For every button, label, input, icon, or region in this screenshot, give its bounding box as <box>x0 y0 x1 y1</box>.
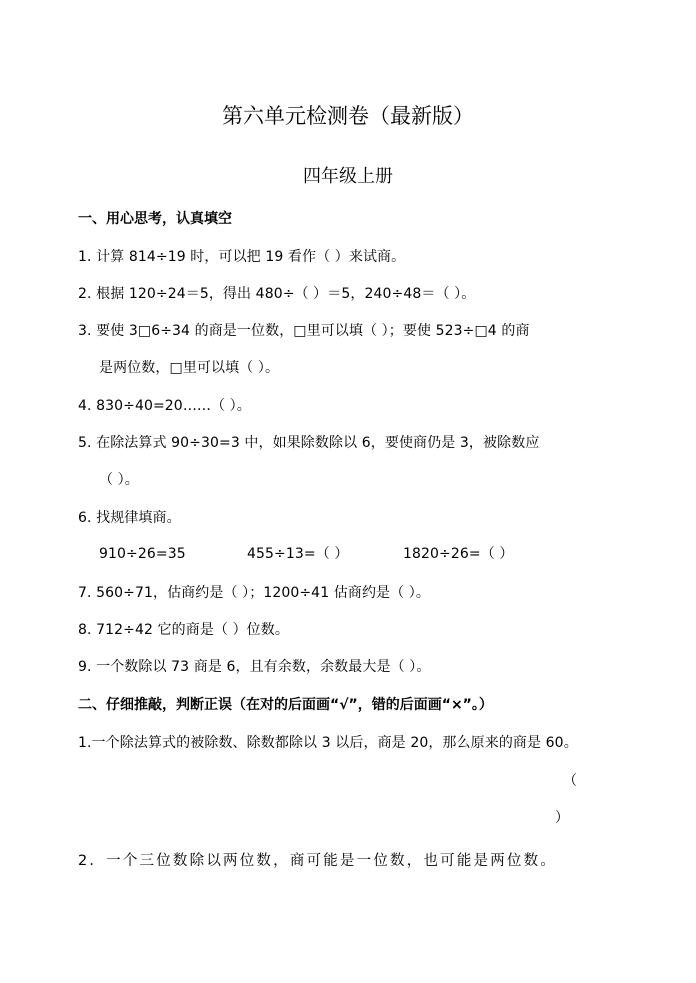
question-2: 2. 根据 120÷24＝5，得出 480÷（ ）＝5，240÷48＝（ ）。 <box>78 286 476 302</box>
question-6: 6. 找规律填商。 <box>78 510 181 526</box>
judgement-2: 2．一个三位数除以两位数，商可能是一位数，也可能是两位数。 <box>78 853 558 869</box>
judgement-1-open-paren: （ <box>563 773 578 789</box>
section-2-heading: 二、仔细推敲，判断正误（在对的后面画“√”，错的后面画“×”。） <box>78 697 493 713</box>
question-6-pattern-a: 910÷26=35 <box>99 546 186 562</box>
question-1: 1. 计算 814÷19 时，可以把 19 看作（ ）来试商。 <box>78 249 406 265</box>
question-3-line-1: 3. 要使 3□6÷34 的商是一位数，□里可以填（ ）；要使 523÷□4 的商 <box>78 323 530 339</box>
page-title: 第六单元检测卷（最新版） <box>222 104 474 128</box>
question-8: 8. 712÷42 它的商是（ ）位数。 <box>78 622 289 638</box>
question-7: 7. 560÷71，估商约是（ ）；1200÷41 估商约是（ ）。 <box>78 585 430 601</box>
question-6-pattern-c: 1820÷26=（ ） <box>403 546 514 562</box>
question-9: 9. 一个数除以 73 商是 6，且有余数，余数最大是（ ）。 <box>78 659 431 675</box>
question-4: 4. 830÷40=20……（ ）。 <box>78 398 251 414</box>
judgement-1: 1.一个除法算式的被除数、除数都除以 3 以后，商是 20，那么原来的商是 60。 <box>78 735 578 751</box>
question-6-pattern-b: 455÷13=（ ） <box>247 546 349 562</box>
question-5-line-2: （ ）。 <box>99 472 139 488</box>
page-subtitle: 四年级上册 <box>303 166 393 187</box>
question-3-line-2: 是两位数，□里可以填（ ）。 <box>99 360 280 376</box>
section-1-heading: 一、用心思考，认真填空 <box>78 211 232 227</box>
question-5-line-1: 5. 在除法算式 90÷30=3 中，如果除数除以 6，要使商仍是 3，被除数应 <box>78 435 540 451</box>
judgement-1-close-paren: ） <box>555 810 570 826</box>
